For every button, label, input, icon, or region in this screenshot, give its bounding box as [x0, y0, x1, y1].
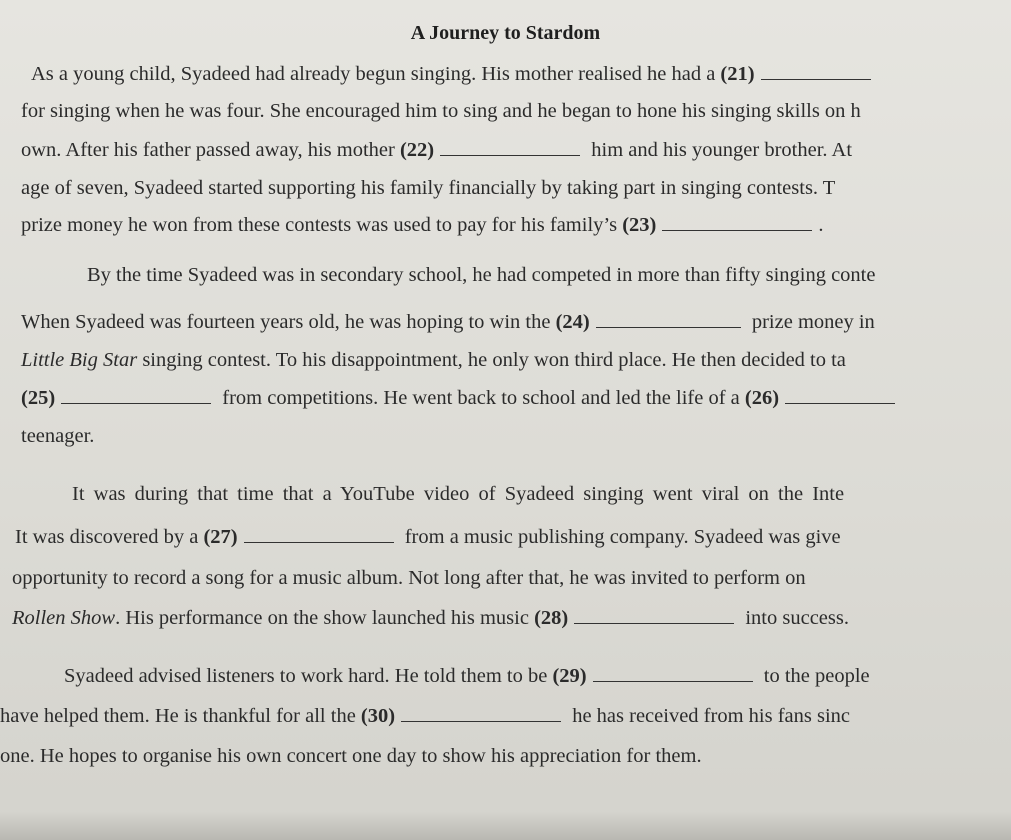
- line-text: By the time Syadeed was in secondary school, he had competed in more than fifty singing conte: [87, 264, 876, 286]
- passage-line-7: [21, 310, 875, 334]
- question-number-28: (28): [534, 607, 569, 629]
- answer-blank-28[interactable]: [574, 609, 734, 624]
- line-text: prize money in: [746, 311, 875, 333]
- passage-line-2: [21, 99, 861, 123]
- answer-blank-23[interactable]: [662, 216, 812, 231]
- answer-blank-22[interactable]: [440, 141, 580, 156]
- passage-line-10: [21, 424, 94, 448]
- question-number-26: (26): [744, 387, 780, 409]
- line-text: own. After his father passed away, his mother: [21, 139, 400, 161]
- line-text: Syadeed advised listeners to work hard. He told them to be: [64, 665, 553, 687]
- question-number-29: (29): [552, 665, 587, 687]
- passage-line-11: [72, 482, 844, 506]
- passage-line-5: [21, 213, 823, 237]
- passage-line-15: [64, 664, 870, 688]
- question-number-30: (30): [360, 705, 396, 727]
- line-text: As a young child, Syadeed had already begun singing. His mother realised he had a: [31, 63, 721, 85]
- passage-line-3: [21, 138, 852, 162]
- answer-blank-26[interactable]: [785, 389, 895, 404]
- answer-blank-24[interactable]: [596, 313, 741, 328]
- line-text: opportunity to record a song for a music album. Not long after that, he was invited to perform on: [12, 567, 806, 589]
- passage-line-14: [12, 606, 849, 630]
- page-bottom-shadow: [0, 812, 1011, 840]
- passage-line-9: [21, 386, 901, 410]
- line-text: one. He hopes to organise his own concert one day to show his appreciation for them.: [0, 745, 702, 767]
- question-number-27: (27): [203, 526, 238, 548]
- line-text: .: [818, 214, 824, 236]
- passage-line-4: [21, 176, 835, 200]
- passage-line-12: [15, 525, 841, 549]
- line-text: prize money he won from these contests was used to pay for his family’s: [21, 214, 623, 236]
- question-number-21: (21): [720, 63, 755, 85]
- answer-blank-29[interactable]: [593, 667, 753, 682]
- passage-line-6: [87, 263, 875, 287]
- answer-blank-21[interactable]: [761, 65, 871, 80]
- question-number-23: (23): [622, 214, 657, 236]
- passage-line-8: [21, 348, 846, 372]
- line-text: him and his younger brother. At: [586, 139, 853, 161]
- passage-line-17: [0, 744, 702, 768]
- line-text: . His performance on the show launched his music: [115, 607, 535, 629]
- answer-blank-30[interactable]: [401, 707, 561, 722]
- passage-line-16: [0, 704, 850, 728]
- line-text: It was discovered by a: [15, 526, 204, 548]
- passage-line-1: [31, 62, 877, 86]
- question-number-24: (24): [555, 311, 590, 333]
- line-text: singing contest. To his disappointment, he only won third place. He then decided to ta: [137, 349, 846, 371]
- question-number-25: (25): [21, 387, 56, 409]
- line-text: teenager.: [21, 425, 95, 447]
- line-text: from a music publishing company. Syadeed was give: [399, 526, 841, 548]
- contest-name: Little Big Star: [21, 349, 138, 371]
- answer-blank-27[interactable]: [244, 528, 394, 543]
- line-text: for singing when he was four. She encouraged him to sing and he began to hone his singing skills on h: [21, 100, 861, 122]
- line-text: It was during that time that a YouTube video of Syadeed singing went viral on the Inte: [72, 483, 845, 505]
- passage-line-13: [12, 566, 806, 590]
- line-text: into success.: [740, 607, 849, 629]
- line-text: When Syadeed was fourteen years old, he was hoping to win the: [21, 311, 556, 333]
- show-name: Rollen Show: [12, 607, 116, 629]
- line-text: to the people: [758, 665, 870, 687]
- line-text: age of seven, Syadeed started supporting his family financially by taking part in singing contests. T: [21, 177, 836, 199]
- line-text: have helped them. He is thankful for all the: [0, 705, 361, 727]
- line-text: he has received from his fans sinc: [567, 705, 850, 727]
- line-text: from competitions. He went back to school and led the life of a: [217, 387, 745, 409]
- passage-title: A Journey to Stardom: [410, 22, 601, 44]
- answer-blank-25[interactable]: [61, 389, 211, 404]
- question-number-22: (22): [399, 139, 435, 161]
